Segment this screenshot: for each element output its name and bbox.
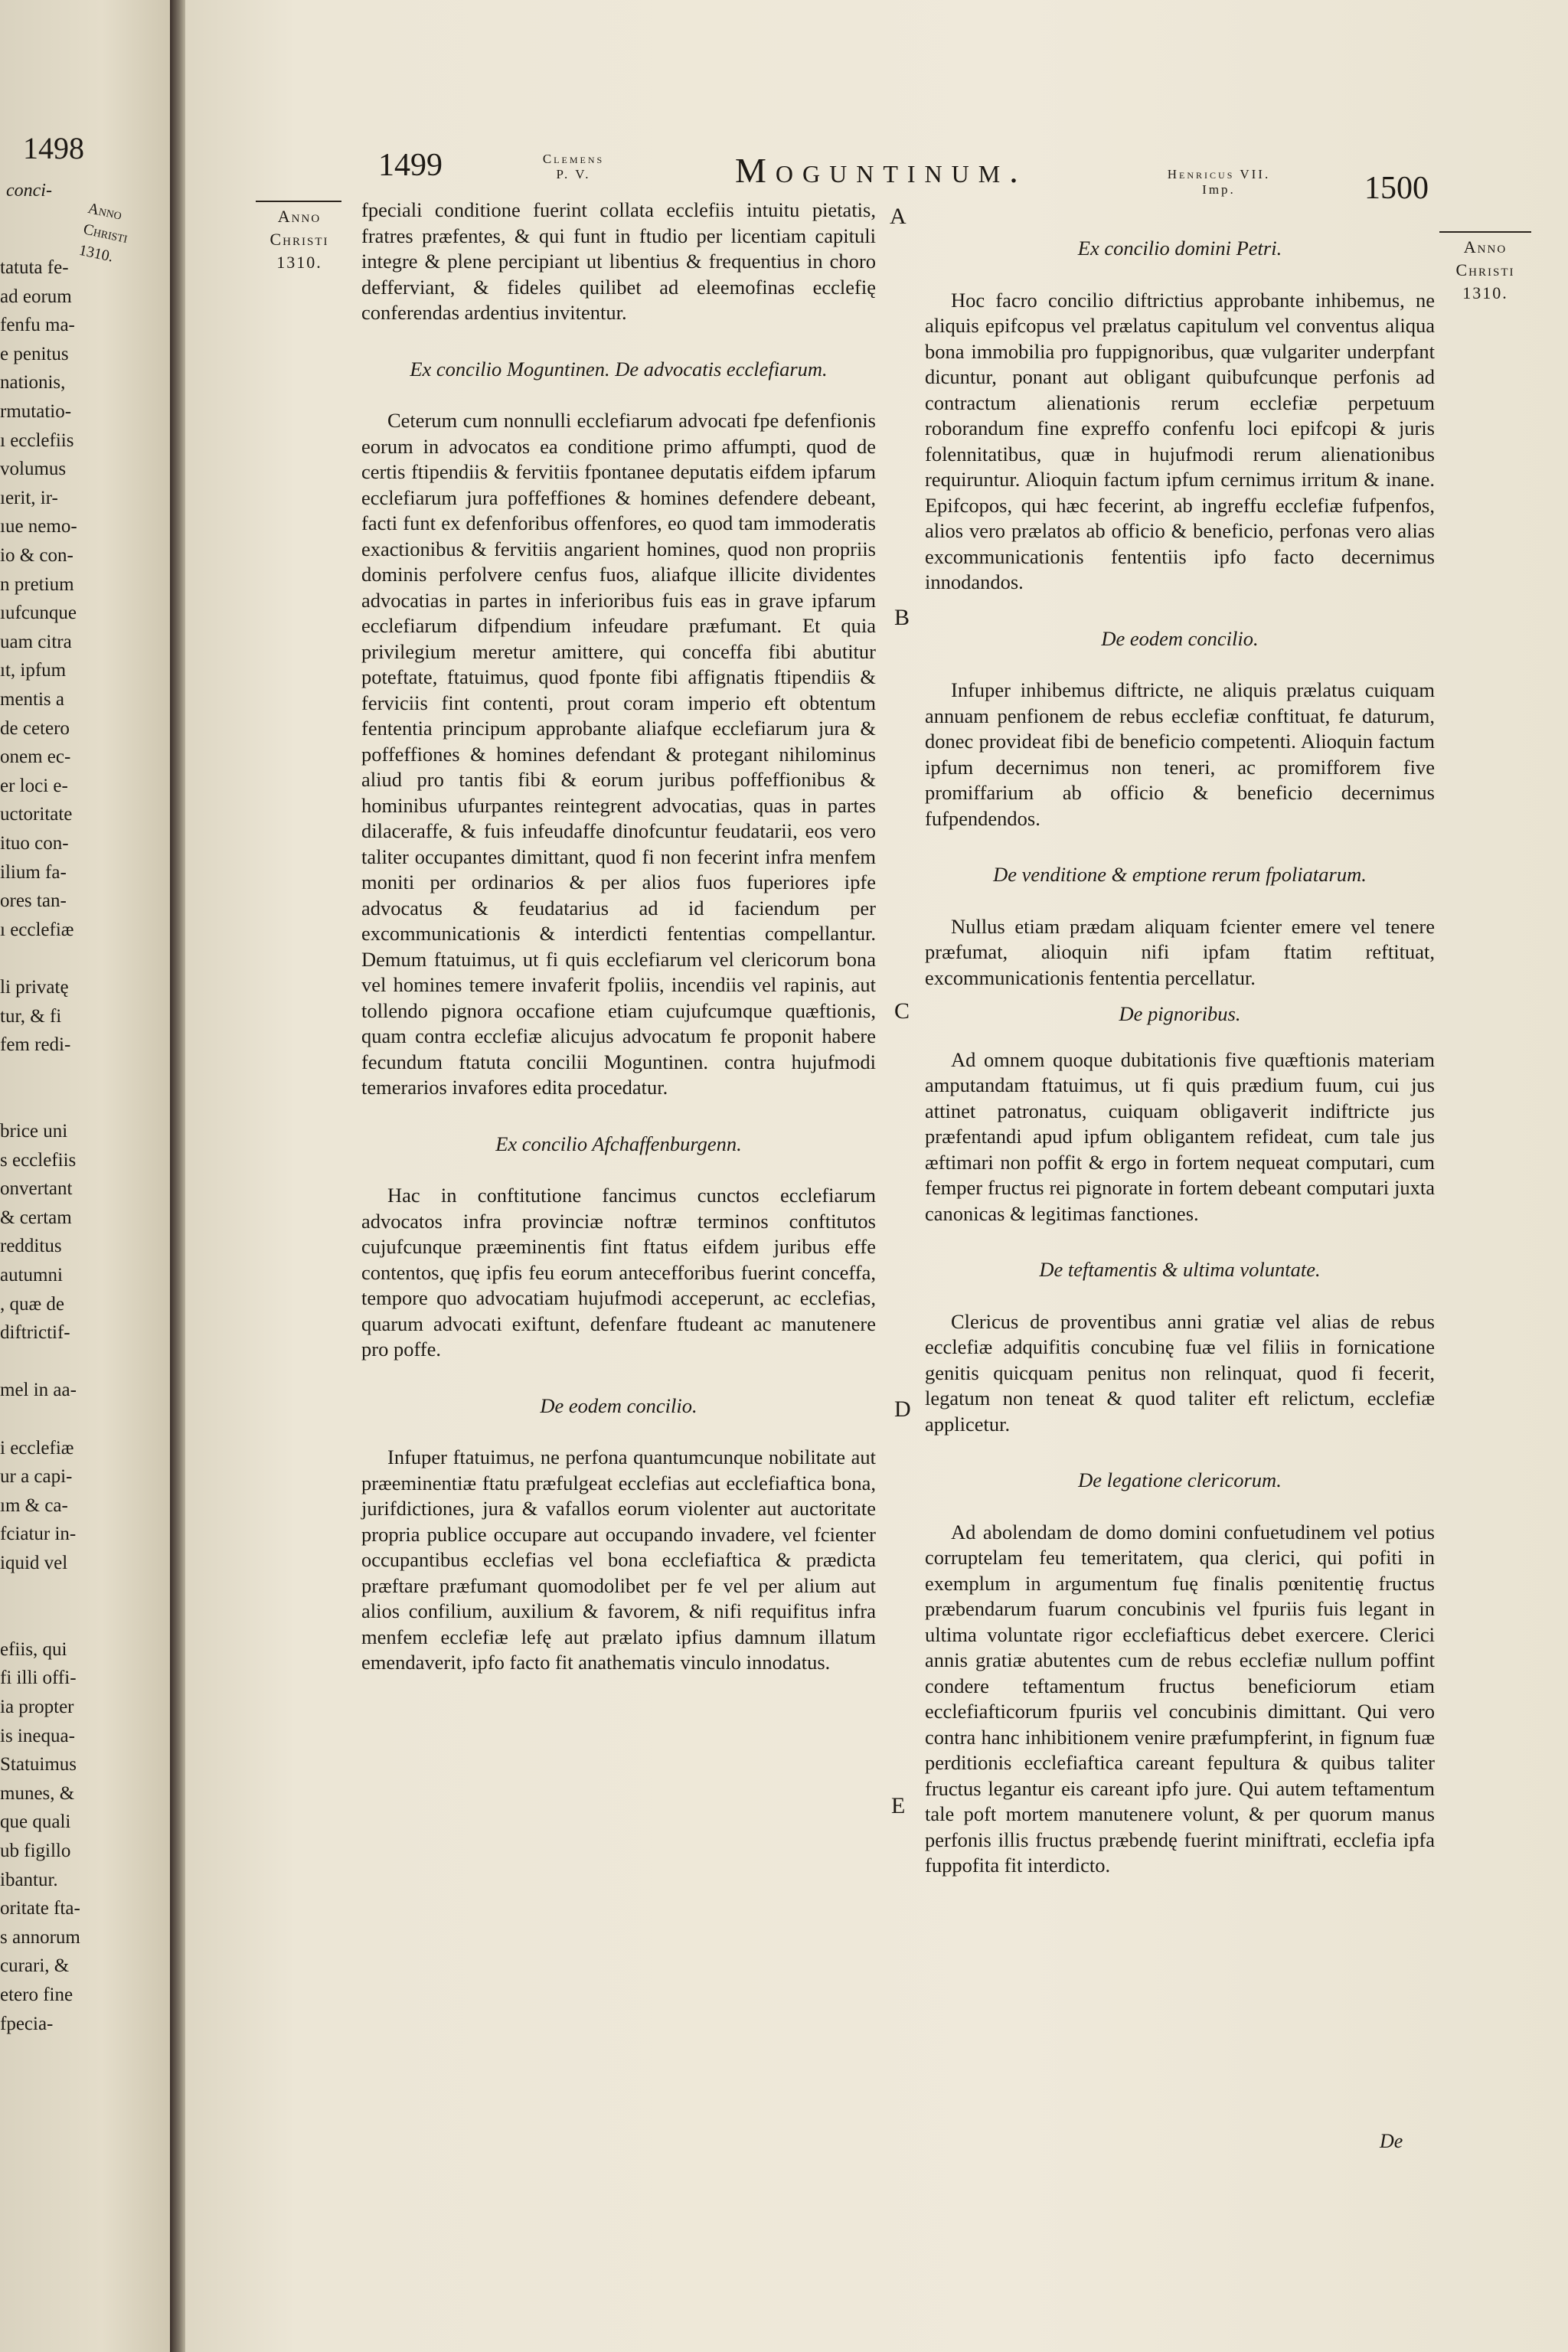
previous-page-line: s ecclefiis	[0, 1149, 77, 1171]
margin-letter-b: B	[894, 605, 910, 630]
previous-page-line: mel in aa-	[0, 1380, 77, 1401]
previous-page-line: redditus	[0, 1236, 62, 1257]
previous-page-line: tur, & fi	[0, 1005, 62, 1027]
previous-page-line: diftrictif-	[0, 1322, 70, 1344]
text-paragraph: Clericus de proventibus anni gratiæ vel alias de rebus ecclefiæ adquifitis concubinę fuæ vel filiis in fornicatione genitis quicquam penitus non relinquat, quod fi fecerit, legatum non teneat & quod taliter eft relictum, ecclefiæ applicetur.	[925, 1309, 1435, 1436]
right-text-column	[925, 236, 1435, 1888]
previous-page-line: Statuimus	[0, 1754, 77, 1775]
previous-page-line: etero fine	[0, 1984, 74, 2005]
previous-page-line: volumus	[0, 459, 67, 480]
previous-page-line: oritate fta-	[0, 1898, 80, 1919]
previous-page-line: s annorum	[0, 1926, 80, 1948]
previous-page-line: n pretium	[0, 573, 74, 595]
previous-page-line: ıerit, ir-	[0, 487, 58, 508]
previous-page-line: ı ecclefiæ	[0, 919, 74, 940]
text-paragraph: Infuper inhibemus diftricte, ne aliquis prælatus cuiquam annuam penfionem de rebus ecclefiæ conftituat, fe daturum, donec provideat fibi de beneficio competenti. Alioquin factum ipfum decernimus non teneri, ac promifforem five promiffarium ab officio & beneficio decernimus fufpendendos.	[925, 678, 1435, 830]
previous-page-line: curari, &	[0, 1955, 70, 1977]
previous-page-anno-label: Anno Christi 1310.	[77, 199, 129, 266]
text-paragraph: Nullus etiam prædam aliquam fcienter emere vel tenere præfumat, alioquin nifi ipfam ftatim reftituat, excommunicationis fententia percellatur.	[925, 914, 1435, 989]
text-paragraph: Ceterum cum nonnulli ecclefiarum advocati fpe defenfionis eorum in advocatos ea conditione primo affumpti, quod de certis ftipendiis & fervitiis fpontanee deputatis eifdem ipfarum ecclefiarum jura poffeffiones & homines defendere debeant, facti funt ex defenforibus offenfores, eo quod tam immoderatis exactionibus & fervitiis angarient homines, quod non propriis dominis perfolvere cenfus fuos, aliafque illicite dividentes advocatias in partes in inferioribus fuis eas in grave ipfarum ecclefiarum difpendium infeudare præfumant. Et quia privilegium meretur amittere, qui conceffa fibi abutitur poteftate, ftatuimus, quod fponte fibi affignatis ftipendiis & ferviciis fint contenti, prout coram imperio eft obtentum fententia principum approbante aliafque ecclefiarum jura & poffeffiones & homines defendant & protegant nihilominus aliud pro tantis fibi & eorum juribus poffeffionibus & hominibus ufurpantes reintegrent advocatias, quas in partes dilaceraffe, & fuis infeudaffe dinofcuntur feudatarii, eos vero taliter occupantes dimittant, quod fi non fecerint infra menfem moniti per ordinarios & per alios fuos fuperiores ipfe advocatus & feudatarius ad id faciendum per excommunicationis & interdicti fententias compellantur. Demum ftatuimus, ut fi quis ecclefiarum vel clericorum bona vel homines temere invaferit fpoliis, incendiis vel rapinis, aut tollendo pignora occafione etiam cujufcumque quæftionis, quam contra ecclefiæ alicujus advocatum fe proponit habere fecundum ftatuta concilii Moguntinen. contra hujufmodi temerarios invafores edita procedatur.	[361, 409, 876, 1099]
page-number-left: 1499	[378, 148, 443, 183]
previous-page-line: ibantur.	[0, 1869, 58, 1890]
previous-page-line: efiis, qui	[0, 1638, 67, 1660]
section-heading: Ex concilio Moguntinen. De advocatis ecclefiarum.	[410, 357, 828, 381]
previous-page-line: , quæ de	[0, 1293, 65, 1315]
previous-page-line: ub figillo	[0, 1841, 71, 1861]
previous-page-line: uctoritate	[0, 804, 73, 825]
section-heading: Ex concilio domini Petri.	[1077, 237, 1282, 260]
previous-page-line: ı ecclefiis	[0, 430, 74, 451]
page-title: Moguntinum.	[735, 151, 1027, 190]
section-heading: De pignoribus.	[1119, 1002, 1241, 1025]
previous-page-line: ad eorum	[0, 286, 72, 307]
previous-page-line: fpecia-	[0, 2013, 54, 2034]
previous-page-line: li privatę	[0, 977, 69, 998]
book-gutter	[170, 0, 185, 2352]
previous-page-line: rmutatio-	[0, 401, 72, 422]
section-heading: De eodem concilio.	[540, 1393, 697, 1417]
previous-page-line: brice uni	[0, 1121, 68, 1142]
margin-letter-e: E	[891, 1793, 906, 1818]
margin-letter-a: A	[890, 204, 906, 229]
emperor-label: Henricus VII. Imp.	[1167, 167, 1271, 197]
page-number-right: 1500	[1364, 171, 1429, 206]
previous-page-line: iquid vel	[0, 1553, 68, 1573]
previous-page-line: mentis a	[0, 689, 65, 710]
previous-page-line: ıufcunque	[0, 603, 77, 624]
previous-page-line: ım & ca-	[0, 1494, 68, 1516]
catchword: De	[1380, 2130, 1403, 2152]
previous-page-line: fciatur in-	[0, 1524, 77, 1545]
previous-page-line: ıue nemo-	[0, 516, 77, 537]
section-heading: Ex concilio Afchaffenburgenn.	[495, 1132, 742, 1155]
text-paragraph: Hac in conftitutione fancimus cunctos ecclefiarum advocatos infra provinciæ noftræ terminos conftitutos cujufcunque præeminentis fint ftatus eifdem juribus effe contentos, quę ipfis feu eorum antecefforibus fuerint conceffa, tempore quo advocatiam hujufmodi acceperunt, ac ecclefias, quarum advocati exiftunt, defenfare ftudeant ac manutenere pro poffe.	[361, 1184, 876, 1361]
margin-letter-d: D	[894, 1396, 911, 1422]
previous-page-line: io & con-	[0, 545, 74, 566]
previous-page-line: onvertant	[0, 1178, 73, 1200]
book-page	[185, 0, 1568, 2352]
previous-page-line: ıt, ipfum	[0, 660, 67, 681]
section-heading: De eodem concilio.	[1101, 626, 1259, 650]
previous-page-line: que quali	[0, 1811, 71, 1833]
text-paragraph: Hoc facro concilio diftrictius approbante inhibemus, ne aliquis epifcopus vel prælatus capitulum vel conventus aliqua bona immobilia pro fuppignoribus, quæ vulgariter underpfant dicuntur, ponant aut obligant quibufcunque perfonis ad contractum alienationis rerum ecclefiæ perpetuum roborandum fine expreffo confenfu loci epifcopi & juris folennitatibus, quæ in hujufmodi rerum alienationibus requiruntur. Alioquin factum ipfum cernimus irritum & inane. Epifcopos, qui hæc fecerint, ab ingreffu ecclefiæ fufpenfos, alios vero prælatos ab officio & beneficio, perfonas vero alias excommunicationis fententiis ipfo facto decernimus innodandos.	[925, 288, 1435, 593]
section-heading: De legatione clericorum.	[1078, 1468, 1282, 1491]
previous-page-line: i ecclefiæ	[0, 1437, 74, 1459]
pope-label: Clemens P. V.	[542, 152, 605, 181]
previous-page-line: fem redi-	[0, 1034, 71, 1056]
left-text-column	[361, 198, 876, 1685]
previous-page-line: ur a capi-	[0, 1466, 73, 1488]
previous-page-line: tatuta fe-	[0, 257, 69, 278]
text-paragraph: Infuper ftatuimus, ne perfona quantumcunque nobilitate aut præeminentiæ ftatu præfulgeat ecclefias aut ecclefiaftica bona, jurifdictiones, jura & vafallos eorum violenter aut auctoritate propria publice occupare aut occupando invadere, vel fcienter occupantibus ecclefias vel bona ecclefiaftica & prædicta præftare præfumant quomodolibet per fe vel per alium aut alios confilium, auxilium & favorem, & nifi requifitus infra menfem ecclefiæ lefę aut prælato ipfius damnum illatum emendaverit, ipfo facto fit anathematis vinculo innodatus.	[361, 1446, 876, 1674]
previous-page-line: is inequa-	[0, 1725, 75, 1746]
previous-page-strip	[0, 0, 170, 2352]
previous-page-line: uam citra	[0, 631, 72, 652]
previous-page-line: ia propter	[0, 1697, 74, 1717]
anno-rule-left	[256, 201, 341, 202]
section-heading: De venditione & emptione rerum fpoliatarum.	[993, 863, 1367, 886]
previous-page-line: ituo con-	[0, 833, 69, 854]
previous-page-line: er loci e-	[0, 775, 68, 796]
anno-christi-right: Anno Christi 1310.	[1455, 237, 1515, 302]
previous-page-line: fenfu ma-	[0, 315, 75, 336]
previous-page-line: e penitus	[0, 343, 69, 364]
anno-christi-left: Anno Christi 1310.	[270, 207, 329, 272]
previous-page-line: de cetero	[0, 717, 70, 739]
previous-page-line: onem ec-	[0, 746, 71, 768]
previous-page-line: ilium fa-	[0, 861, 67, 883]
previous-page-line: fi illi offi-	[0, 1668, 77, 1689]
anno-rule-right	[1439, 231, 1531, 233]
text-paragraph: Ad omnem quoque dubitationis five quæftionis materiam amputandam ftatuimus, ut fi quis prædium fuum, cui jus attinet patronatus, cuiquam obligaverit indiftricte jus præfentandi apud ipfum obligantem refideat, cum tale jus æftimari non poffit & ergo in fortem nequeat computari, cum femper fructus rei pignorate in fortem debeant computari juxta canonicas & legitimas fanctiones.	[925, 1047, 1435, 1225]
previous-page-line: ores tan-	[0, 890, 67, 912]
previous-page-line: munes, &	[0, 1782, 75, 1804]
previous-page-number: 1498	[23, 131, 84, 165]
text-paragraph: fpeciali conditione fuerint collata ecclefiis intuitu pietatis, fratres præfentes, & qui funt in ftudio per licentiam capituli integre & plene percipiant ut libentius & frequentius in choro defferviant, & fideles quilibet ad eleemofinas ecclefię conferendas ardentius invitentur.	[361, 198, 876, 324]
text-paragraph: Ad abolendam de domo domini confuetudinem vel potius corruptelam feu temeritatem, qua clerici, qui pofiti in exemplum in argumentum fuę finalis pœnitentię fructus præbendarum fuarum concubinis vel fpuriis fuis legant in ultima voluntate rigor ecclefiafticus debet exercere. Clerici annis gratiæ abutentes cum de rebus ecclefiæ nullum poffint condere teftamentum fructus beneficiorum etiam ecclefiafticorum fpuriis vel concubinis dimittant. Qui vero contra hanc inhibitionem venire præfumpferint, in fignum fuæ perditionis ecclefiaftica careant fepultura & quibus taliter fructus legantur eis careant ipfo jure. Qui autem teftamentum tale poft mortem manutenere volunt, & per quorum manus perfonis illis fructus præbendę fuerint miniftrati, ecclefia ipfa fuppofita fit interdicto.	[925, 1520, 1435, 1877]
section-heading: De teftamentis & ultima voluntate.	[1039, 1258, 1321, 1281]
previous-page-line: & certam	[0, 1207, 72, 1228]
previous-page-line: autumni	[0, 1265, 63, 1285]
previous-page-line: nationis,	[0, 372, 66, 394]
previous-page-running-word: conci-	[6, 181, 52, 201]
margin-letter-c: C	[894, 998, 910, 1024]
